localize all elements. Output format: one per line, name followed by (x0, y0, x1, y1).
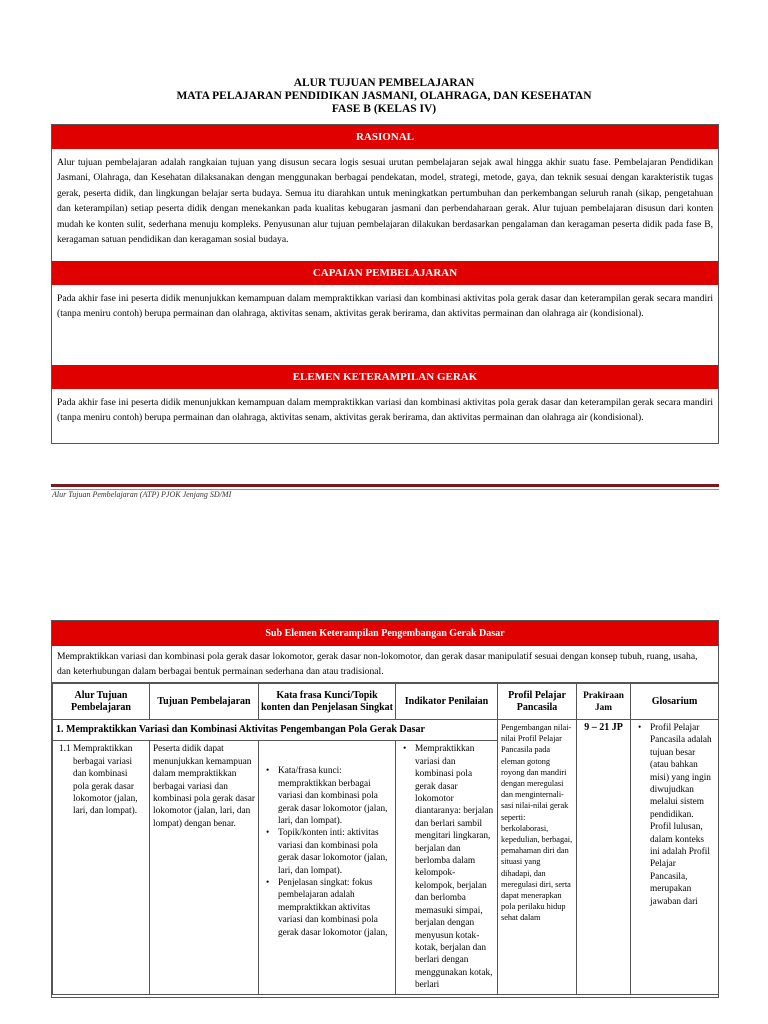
col-header: Kata frasa Kunci/Topik konten dan Penjelasan Singkat (259, 684, 396, 720)
kata-item: • Kata/frasa kunci: mempraktikkan berbagai variasi dan kombinasi pola gerak dasar lokomotor (jalan, lari, dan lompat). (262, 765, 392, 827)
atp-table (52, 683, 719, 995)
col-header: Glosarium (631, 684, 719, 720)
document-title (0, 77, 768, 116)
kata-item: • Penjelasan singkat: fokus pembelajaran adalah mempraktikkan aktivitas variasi dan kombinasi pola gerak dasar lokomotor (jalan, (262, 877, 392, 939)
sub-element-header: Sub Elemen Keterampilan Pengembangan Gerak Dasar (52, 621, 718, 646)
col-header: Alur Tujuan Pembelajaran (53, 684, 150, 720)
elemen-header: ELEMEN KETERAMPILAN GERAK (52, 365, 718, 389)
capaian-text: Pada akhir fase ini peserta didik menunjukkan kemampuan dalam mempraktikkan variasi dan kombinasi aktivitas pola gerak dasar dan keterampilan gerak secara mandiri (tanpa meniru contoh) berupa permainan dan olahraga, aktivitas senam, aktivitas gerak berirama, dan aktivitas permainan dan olahraga air (kondisional). (57, 293, 713, 320)
col-header: Tujuan Pembelajaran (150, 684, 259, 720)
atp-cell (53, 741, 150, 994)
title-line-1: ALUR TUJUAN PEMBELAJARAN (293, 77, 475, 89)
col-header: Prakiraan Jam (577, 684, 631, 720)
title-line-3: FASE B (KELAS IV) (331, 103, 437, 115)
glosarium-text: • Profil Pelajar Pancasila adalah tujuan besar (atau bahkan misi) yang ingin diwujudkan melalui sistem pendidikan. Profil lulusan, dalam konteks ini adalah Profil Pelajar Pancasila, merupakan jawaban dari (634, 722, 715, 908)
jam-cell: 9 – 21 JP (577, 720, 631, 995)
kata-cell (259, 741, 396, 994)
title-line-2: MATA PELAJARAN PENDIDIKAN JASMANI, OLAHRAGA, DAN KESEHATAN (176, 90, 592, 102)
col-header: Profil Pelajar Pancasila (498, 684, 577, 720)
elemen-text: Pada akhir fase ini peserta didik menunjukkan kemampuan dalam mempraktikkan variasi dan kombinasi aktivitas pola gerak dasar dan keterampilan gerak secara mandiri (tanpa meniru contoh) berupa permainan dan olahraga, aktivitas senam, aktivitas gerak berirama, dan aktivitas permainan dan olahraga air (kondisional). (57, 397, 713, 424)
tp-cell: Peserta didik dapat menunjukkan kemampuan dalam mempraktikkan berbagai variasi dan kombinasi pola gerak dasar lokomotor (jalan, lari, dan lompat) dengan benar. (150, 741, 259, 994)
col-header: Indikator Penilaian (396, 684, 498, 720)
atp-text: Mempraktikkan berbagai variasi dan kombinasi pola gerak dasar lokomotor (jalan, lari, dan lompat). (73, 744, 138, 817)
rasional-header: RASIONAL (52, 125, 718, 149)
sub-element-intro: Mempraktikkan variasi dan kombinasi pola gerak dasar lokomotor, gerak dasar non-lokomotor, dan gerak dasar manipulatif sesuai dengan konsep tubuh, ruang, usaha, dan keterhubungan dalam berbagai bentuk permainan sederhana dan atau tradisional. (52, 646, 718, 683)
overview-box (51, 124, 719, 444)
row-number: 1.1 (59, 744, 71, 755)
table-header-row (53, 684, 719, 720)
sub-element-table-box (51, 620, 719, 998)
capaian-header: CAPAIAN PEMBELAJARAN (52, 261, 718, 285)
indikator-cell (396, 741, 498, 994)
rasional-text: Alur tujuan pembelajaran adalah rangkaian tujuan yang disusun secara logis sesuai urutan pembelajaran sejak awal hingga akhir suatu fase. Pembelajaran Pendidikan Jasmani, Olahraga, dan Kesehatan dilaksanakan dengan menggunakan berbagai pendekatan, model, strategi, metode, gaya, dan teknik sesuai dengan karakteristik tugas gerak, peserta didik, dan lingkungan belajar serta budaya. Semua itu diarahkan untuk meningkatkan pertumbuhan dan perkembangan seluruh ranah (sikap, pengetahuan dan keterampilan) setiap peserta didik dengan menekankan pada kualitas kebugaran jasmani dan perbendaharaan gerak. Alur tujuan pembelajaran disusun dari konten mudah ke konten sulit, sederhana menuju kompleks. Penyusunan alur tujuan pembelajaran dilakukan berdasarkan pengalaman dan keragaman peserta didik pada fase B, keragaman satuan pendidikan dan keragaman sosial budaya. (57, 157, 713, 246)
kata-item: • Topik/konten inti: aktivitas variasi dan kombinasi pola gerak dasar lokomotor (jalan, lari, dan lompat). (262, 827, 392, 877)
section-title: 1. Mempraktikkan Variasi dan Kombinasi Aktivitas Pengembangan Pola Gerak Dasar (53, 720, 498, 741)
table-row (53, 720, 719, 741)
profil-cell: Pengembangan nilai-nilai Profil Pelajar Pancasila pada eleman gotong royong dan mandiri dengan meregulasi dan menginternali-sasi nilai-nilai gerak seperti: berkolaborasi, kepedulian, berbagai, pemahaman diri dan situasi yang dihadapi, dan meregulasi diri, serta dapat menerapkan pola perilaku hidup sehat dalam (498, 720, 577, 995)
footer-caption: Alur Tujuan Pembelajaran (ATP) PJOK Jenjang SD/MI (52, 490, 232, 499)
indikator-text: • Mempraktikkan variasi dan kombinasi pola gerak dasar lokomotor diantaranya: berjalan dan berlari sambil mengitari lingkaran, berjalan dan berlomba dalam kelompok-kelompok, berjalan dan berlomba memasuki simpai, berjalan dengan menyusun kotak-kotak, berjalan dan berlari dengan menggunakan kotak, berlari (399, 743, 494, 991)
glosarium-cell (631, 720, 719, 995)
